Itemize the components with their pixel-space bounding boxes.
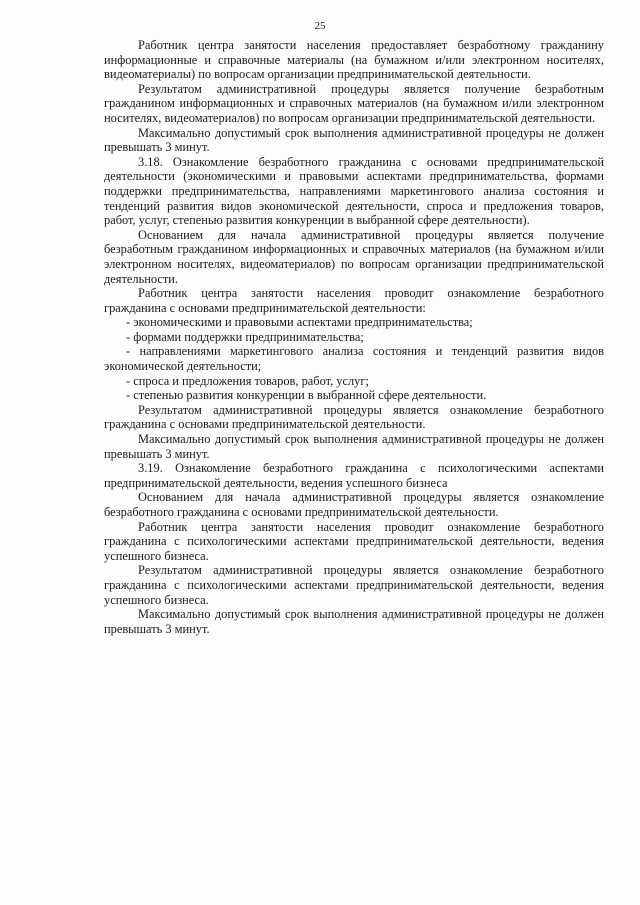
list-item: - экономическими и правовыми аспектами предпринимательства; bbox=[126, 315, 473, 330]
paragraph-provide-materials: Работник центра занятости населения предоставляет безработному гражданину информационные и справочные материалы (на бумажном и/или электронном носителях, видеоматериалы) по вопросам организации предпринимательской деятельности. bbox=[104, 38, 604, 82]
paragraph-result-3-18: Результатом административной процедуры является ознакомление безработного гражданина с основами предпринимательской деятельности. bbox=[104, 402, 604, 432]
paragraph-time-limit-3-18: Максимально допустимый срок выполнения административной процедуры не должен превышать 3 минут. bbox=[104, 432, 604, 461]
paragraph-result-materials: Результатом административной процедуры является получение безработным гражданином информационных и справочных материалов (на бумажном и/или электронном носителях, видеоматериалов) по вопросам организации предпринимательской деятельности. bbox=[104, 81, 604, 125]
section-3-18-heading: 3.18. Ознакомление безработного гражданина с основами предпринимательской деятельности (экономическими и правовыми аспектами предпринимательства, формами поддержки предпринимательства, направлениями маркетингового анализа состояния и тенденций развития видов экономической деятельности, спроса и предложения товаров, работ, услуг, степенью развития конкуренции в выбранной сфере деятельности). bbox=[104, 154, 604, 228]
list-item: - направлениями маркетингового анализа состояния и тенденций развития видов экономической деятельности; bbox=[104, 344, 604, 374]
page-number: 25 bbox=[314, 20, 326, 32]
list-item: - формами поддержки предпринимательства; bbox=[126, 329, 364, 344]
section-3-19-heading: 3.19. Ознакомление безработного гражданина с психологическими аспектами предпринимательской деятельности, ведения успешного бизнеса bbox=[104, 461, 604, 490]
paragraph-worker-3-19: Работник центра занятости населения проводит ознакомление безработного гражданина с психологическими аспектами предпринимательской деятельности, ведения успешного бизнеса. bbox=[104, 519, 604, 563]
paragraph-result-3-19: Результатом административной процедуры является ознакомление безработного гражданина с психологическими аспектами предпринимательской деятельности, ведения успешного бизнеса. bbox=[104, 563, 604, 607]
list-item: - степенью развития конкуренции в выбранной сфере деятельности. bbox=[126, 388, 487, 403]
paragraph-time-limit-3-19: Максимально допустимый срок выполнения административной процедуры не должен превышать 3 минут. bbox=[104, 607, 604, 636]
paragraph-worker-3-18: Работник центра занятости населения проводит ознакомление безработного гражданина с основами предпринимательской деятельности: bbox=[104, 286, 604, 315]
document-body bbox=[104, 38, 604, 636]
paragraph-basis-3-18: Основанием для начала административной процедуры является получение безработным гражданином информационных и справочных материалов (на бумажном и/или электронном носителях, видеоматериалов) по вопросам организации предпринимательской деятельности. bbox=[104, 227, 604, 286]
paragraph-basis-3-19: Основанием для начала административной процедуры является ознакомление безработного гражданина с основами предпринимательской деятельности. bbox=[104, 490, 604, 519]
paragraph-time-limit: Максимально допустимый срок выполнения административной процедуры не должен превышать 3 минут. bbox=[104, 125, 604, 155]
list-item: - спроса и предложения товаров, работ, услуг; bbox=[126, 373, 369, 388]
